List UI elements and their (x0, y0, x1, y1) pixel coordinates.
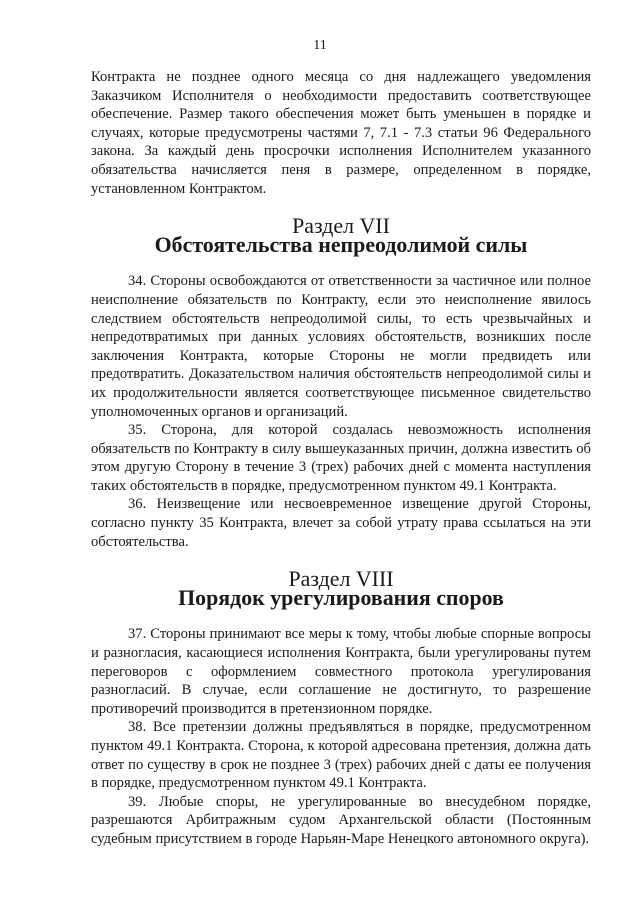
page-number: 11 (313, 38, 327, 53)
section-title: Порядок урегулирования споров (178, 584, 504, 610)
clause-39: 39. Любые споры, не урегулированные во внесудебном порядке, разрешаются Арбитражным судом Архангельской области (Постоянным судебным присутствием в городе Нарьян-Маре Ненецкого автономного округа). (91, 793, 591, 847)
clause-37: 37. Стороны принимают все меры к тому, чтобы любые спорные вопросы и разногласия, касающиеся исполнения Контракта, были урегулированы путем переговоров с оформлением совместного протокола урегулирования разногласий. В случае, если соглашение не достигнуто, то разрешение противоречий производится в претензионном порядке. (91, 626, 591, 717)
section-heading-7 (91, 213, 591, 257)
clause-35: 35. Сторона, для которой создалась невозможность исполнения обязательств по Контракту в силу вышеуказанных причин, должна известить об этом другую Сторону в течение 3 (трех) рабочих дней с момента наступления таких обстоятельств в порядке, предусмотренном пунктом 49.1 Контракта. (91, 422, 591, 494)
section-label: Раздел VII (292, 213, 390, 239)
intro-paragraph: Контракта не позднее одного месяца со дня надлежащего уведомления Заказчиком Исполнителя о необходимости предоставить соответствующее обеспечение. Размер такого обеспечения может быть уменьшен в порядке и случаях, которые предусмотрены частями 7, 7.1 - 7.3 статьи 96 Федерального закона. За каждый день просрочки исполнения Исполнителем указанного обязательства начисляется пеня в размере, определенном в порядке, установленном Контрактом. (91, 69, 591, 197)
section-label: Раздел VIII (288, 566, 394, 592)
clause-38: 38. Все претензии должны предъявляться в порядке, предусмотренном пунктом 49.1 Контракта. Сторона, к которой адресована претензия, должна дать ответ по существу в срок не позднее 3 (трех) рабочих дней с даты ее получения в порядке, предусмотренном пунктом 49.1 Контракта. (91, 719, 591, 792)
clause-34: 34. Стороны освобождаются от ответственности за частичное или полное неисполнение обязательств по Контракту, если это неисполнение явилось следствием обстоятельств непреодолимой силы, то есть чрезвычайных и непредотвратимых при данных условиях обстоятельств, возникших после заключения Контракта, которые Стороны не могли предвидеть или предотвратить. Доказательством наличия обстоятельств непреодолимой силы и их продолжительности является соответствующее письменное свидетельство уполномоченных органов и организаций. (91, 273, 591, 420)
document-body (91, 68, 591, 849)
section-heading-8 (91, 566, 591, 610)
section-title: Обстоятельства непреодолимой силы (154, 231, 528, 257)
clause-36: 36. Неизвещение или несвоевременное извещение другой Стороны, согласно пункту 35 Контракта, влечет за собой утрату права ссылаться на эти обстоятельства. (91, 496, 591, 550)
